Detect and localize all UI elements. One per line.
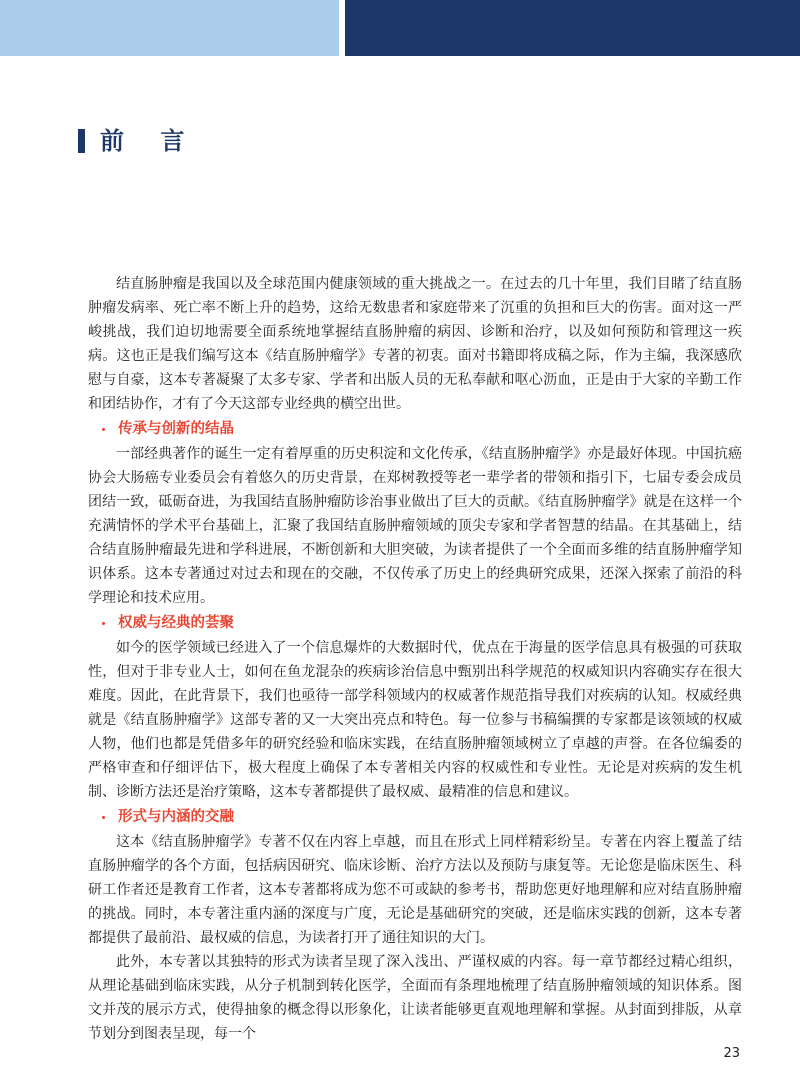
page-heading bbox=[78, 126, 198, 156]
section-heading-form bbox=[88, 804, 742, 830]
body-paragraph: 如今的医学领域已经进入了一个信息爆炸的大数据时代，优点在于海量的医学信息具有极强的可获取性，但对于非专业人士，如何在鱼龙混杂的疾病诊治信息中甄别出科学规范的权威知识内容确实存在很大难度。因此，在此背景下，我们也亟待一部学科领域内的权威著作规范指导我们对疾病的认知。权威经典就是《结直肠肿瘤学》这部专著的又一大突出亮点和特色。每一位参与书稿编撰的专家都是该领域的权威人物，他们也都是凭借多年的研究经验和临床实践，在结直肠肿瘤领域树立了卓越的声誉。在各位编委的严格审查和仔细评估下，极大程度上确保了本专著相关内容的权威性和专业性。无论是对疾病的发生机制、诊断方法还是治疗策略，这本专著都提供了最权威、最精准的信息和建议。 bbox=[88, 640, 742, 800]
intro-paragraph: 结直肠肿瘤是我国以及全球范围内健康领域的重大挑战之一。在过去的几十年里，我们目睹了结直肠肿瘤发病率、死亡率不断上升的趋势，这给无数患者和家庭带来了沉重的负担和巨大的伤害。面对这一严峻挑战，我们迫切地需要全面系统地掌握结直肠肿瘤的病因、诊断和治疗，以及如何预防和管理这一疾病。这也正是我们编写这本《结直肠肿瘤学》专著的初衷。面对书籍即将成稿之际，作为主编，我深感欣慰与自豪，这本专著凝聚了太多专家、学者和出版人员的无私奉献和呕心沥血，正是由于大家的辛勤工作和团结协作，才有了今天这部专业经典的横空出世。 bbox=[88, 276, 742, 412]
body-paragraph: 一部经典著作的诞生一定有着厚重的历史积淀和文化传承，《结直肠肿瘤学》亦是最好体现。中国抗癌协会大肠癌专业委员会有着悠久的历史背景，在郑树教授等老一辈学者的带领和指引下，七届专委会成员团结一致，砥砺奋进，为我国结直肠肿瘤防诊治事业做出了巨大的贡献。《结直肠肿瘤学》就是在这样一个充满情怀的学术平台基础上，汇聚了我国结直肠肿瘤领域的顶尖专家和学者智慧的结晶。在其基础上，结合结直肠肿瘤最先进和学科进展，不断创新和大胆突破，为读者提供了一个全面而多维的结直肠肿瘤学知识体系。这本专著通过对过去和现在的交融，不仅传承了历史上的经典研究成果，还深入探索了前沿的科学理论和技术应用。 bbox=[88, 446, 742, 606]
body-content bbox=[88, 272, 742, 1046]
section-title: 形式与内涵的交融 bbox=[118, 809, 234, 825]
body-paragraph: 此外，本专著以其独特的形式为读者呈现了深入浅出、严谨权威的内容。每一章节都经过精心组织，从理论基础到临床实践，从分子机制到转化医学，全面而有条理地梳理了结直肠肿瘤领域的知识体系。图文并茂的展示方式，使得抽象的概念得以形象化，让读者能够更直观地理解和掌握。从封面到排版，从章节划分到图表呈现，每一个 bbox=[88, 954, 742, 1042]
heading-bar-marker bbox=[78, 129, 85, 153]
header-band-light bbox=[0, 0, 339, 56]
header-band-dark bbox=[345, 0, 800, 56]
section-title: 权威与经典的荟聚 bbox=[118, 615, 234, 631]
bullet-icon bbox=[102, 622, 105, 625]
bullet-icon bbox=[102, 428, 105, 431]
page-number: 23 bbox=[723, 1046, 740, 1061]
section-title: 传承与创新的结晶 bbox=[118, 421, 234, 437]
section-heading-inheritance bbox=[88, 416, 742, 442]
page-title: 前 言 bbox=[100, 127, 199, 155]
body-paragraph: 这本《结直肠肿瘤学》专著不仅在内容上卓越，而且在形式上同样精彩纷呈。专著在内容上覆盖了结直肠肿瘤学的各个方面，包括病因研究、临床诊断、治疗方法以及预防与康复等。无论您是临床医生、科研工作者还是教育工作者，这本专著都将成为您不可或缺的参考书，帮助您更好地理解和应对结直肠肿瘤的挑战。同时，本专著注重内涵的深度与广度，无论是基础研究的突破，还是临床实践的创新，这本专著都提供了最前沿、最权威的信息，为读者打开了通往知识的大门。 bbox=[88, 834, 742, 946]
bullet-icon bbox=[102, 816, 105, 819]
section-heading-authority bbox=[88, 610, 742, 636]
